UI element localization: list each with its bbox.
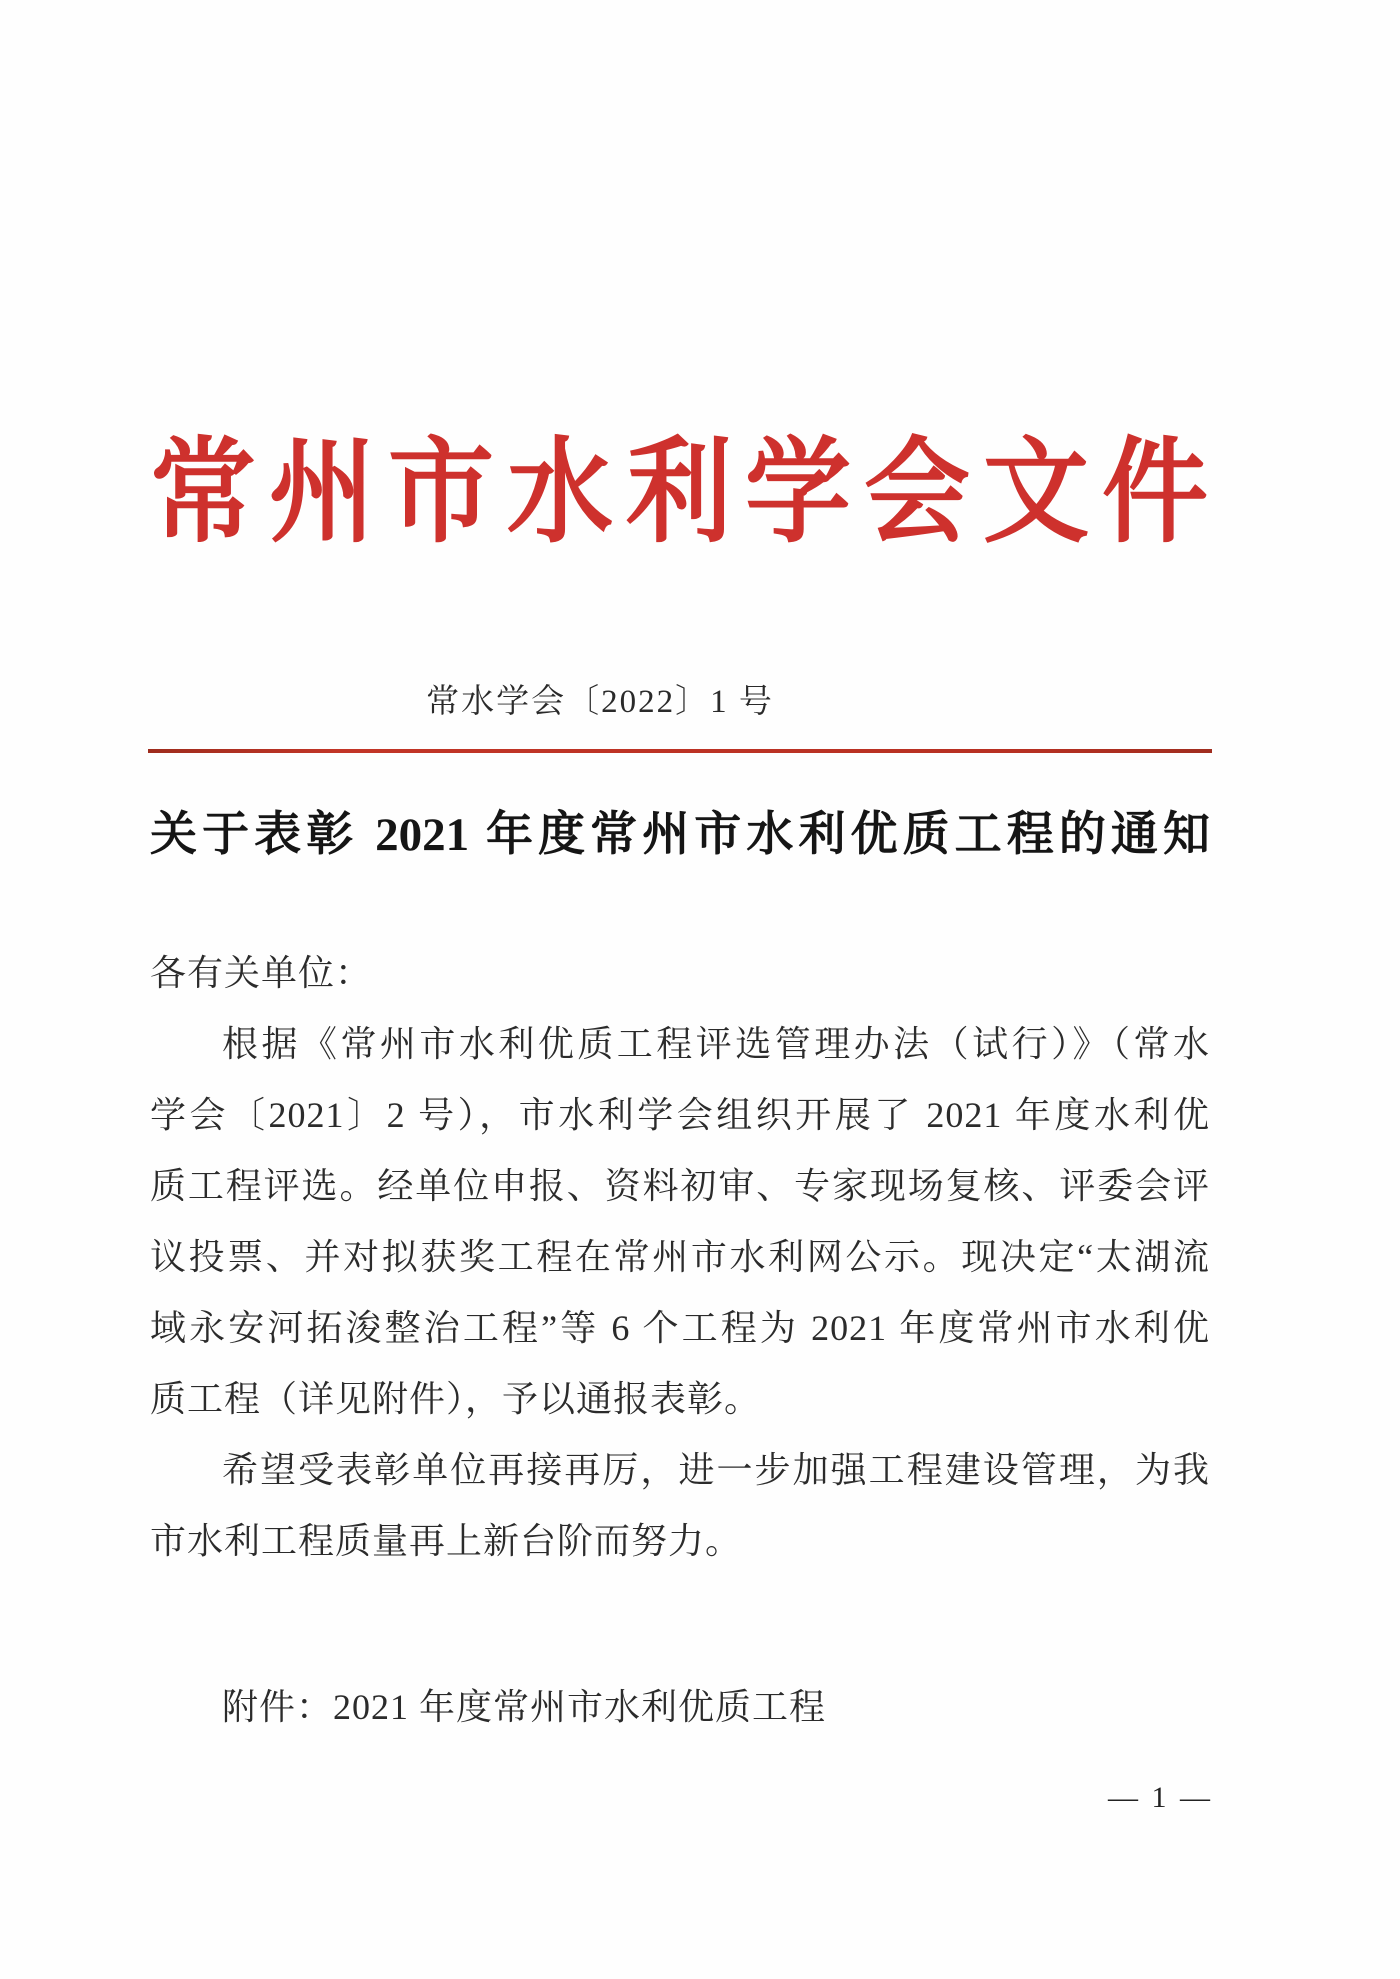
page-number: — 1 — <box>1108 1781 1213 1814</box>
salutation-line: 各有关单位： <box>150 953 373 993</box>
document-title: 关于表彰 2021 年度常州市水利优质工程的通知 <box>150 809 1210 861</box>
document-body <box>150 938 1210 1577</box>
attachment-line: 附件：2021 年度常州市水利优质工程 <box>222 1687 827 1727</box>
body-line: 域永安河拓浚整治工程”等 6 个工程为 2021 年度常州市水利优 <box>150 1308 1210 1348</box>
body-line: 质工程（详见附件），予以通报表彰。 <box>150 1379 762 1419</box>
red-separator-line <box>148 749 1212 753</box>
document-number: 常水学会〔2022〕1 号 <box>426 684 774 720</box>
body-line: 希望受表彰单位再接再厉，进一步加强工程建设管理，为我 <box>222 1450 1210 1490</box>
body-line: 议投票、并对拟获奖工程在常州市水利网公示。现决定“太湖流 <box>150 1237 1210 1277</box>
body-line: 根据《常州市水利优质工程评选管理办法（试行）》（常水 <box>222 1024 1210 1064</box>
body-line: 质工程评选。经单位申报、资料初审、专家现场复核、评委会评 <box>150 1166 1210 1206</box>
body-line: 市水利工程质量再上新台阶而努力。 <box>150 1521 743 1561</box>
document-masthead: 常州市水利学会文件 <box>150 429 1210 557</box>
body-line: 学会〔2021〕2 号），市水利学会组织开展了 2021 年度水利优 <box>150 1095 1210 1135</box>
